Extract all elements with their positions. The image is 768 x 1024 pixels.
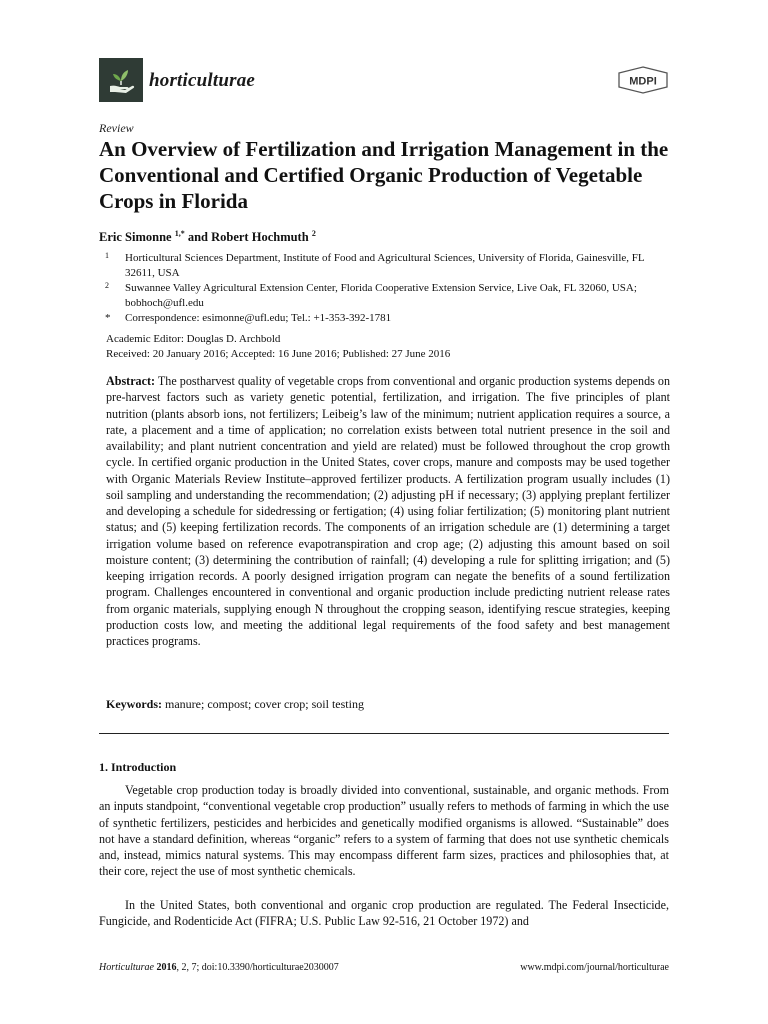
author-name: Eric Simonne — [99, 230, 172, 245]
mdpi-logo — [617, 66, 669, 94]
affiliation-marker: 1 — [105, 251, 109, 260]
journal-url-link[interactable]: www.mdpi.com/journal/horticulturae — [520, 962, 669, 973]
page-header — [99, 58, 669, 102]
citation-year: 2016 — [156, 962, 177, 973]
abstract-label: Abstract: — [106, 374, 156, 388]
author-affiliation-marker: 1,* — [174, 229, 185, 238]
article-type-label: Review — [99, 121, 134, 135]
abstract-text: The postharvest quality of vegetable crops from conventional and organic production systems depends on pre-harvest factors such as variety genetic potential, fertilization, and irrigation. The five principles of plant nutrition (plants absorb ions, not fertilizers; Leibeig’s law of the minimum; nutrient application requires a source, a rate, a placement and a time of application; no correlation exists between total nutrient presence in the soil and availability; and plant nutrient concentration and yield are related) must be followed throughout the crop growth cycle. In certified organic production in the United States, cover crops, manure and composts may be used together with Organic Materials Review Institute–approved fertilizer products. A fertilization program usually includes (1) soil sampling and understanding the recommendation; (2) adjusting pH if necessary; (3) applying preplant fertilizer and developing a schedule for sidedressing or fertigation; (4) using foliar fertilization; (5) monitoring plant nutrient status; and (5) keeping fertilization records. The components of an irrigation schedule are (1) determining a target irrigation volume based on reference evapotranspiration and crop age; (2) adjusting this amount based on soil moisture content; (3) determining the contribution of rainfall; (4) developing a rule for splitting irrigation; and (5) keeping irrigation records. A poorly designed irrigation program can negate the benefits of a sound fertilization program. Challenges encountered in conventional and organic production include predicting nutrient release rates from organic materials, supplying enough N throughout the cropping season, identifying rescue strategies, keeping production costs low, and meeting the additional legal requirements of the food safety and best management practices programs. — [106, 374, 670, 648]
affiliation-item — [99, 251, 669, 281]
author-affiliation-marker: 2 — [311, 229, 316, 238]
abstract — [106, 373, 670, 649]
citation-journal: Horticulturae — [99, 962, 154, 973]
citation — [99, 962, 339, 973]
section-divider — [99, 733, 669, 734]
keywords-text: manure; compost; cover crop; soil testing — [165, 697, 364, 711]
correspondence-item — [99, 311, 669, 326]
author-list — [99, 229, 316, 245]
citation-details: , 2, 7; doi:10.3390/horticulturae2030007 — [176, 962, 339, 973]
article-title: An Overview of Fertilization and Irrigation Management in the Conventional and Certified Organic Production of Vegetable Crops in Florida — [99, 137, 669, 213]
plant-hand-icon — [105, 64, 137, 96]
affiliation-text: Horticultural Sciences Department, Institute of Food and Agricultural Sciences, University of Florida, Gainesville, FL 32611, USA — [125, 252, 645, 279]
journal-name: horticulturae — [149, 70, 256, 91]
author-name: Robert Hochmuth — [211, 230, 309, 245]
mdpi-logo-text: MDPI — [629, 75, 657, 88]
affiliation-marker: 2 — [105, 281, 109, 290]
correspondence-marker: * — [105, 312, 111, 324]
body-paragraph: Vegetable crop production today is broadly divided into conventional, sustainable, and organic methods. From an inputs standpoint, “conventional vegetable crop production” usually refers to methods of farming in which the use of synthetic fertilizers, pesticides and herbicides and genetically modified organisms is allowed. “Sustainable” does not have a standard definition, whereas “organic” refers to a system of farming that does not use synthetic chemicals and, instead, mimics natural systems. This may encompass different farm sizes, practices and philosophies that, at their core, reject the use of most synthetic chemicals. — [99, 783, 669, 879]
academic-editor: Academic Editor: Douglas D. Archbold — [106, 333, 281, 345]
publication-dates: Received: 20 January 2016; Accepted: 16 June 2016; Published: 27 June 2016 — [106, 348, 451, 360]
affiliation-text: Suwannee Valley Agricultural Extension Center, Florida Cooperative Extension Service, Live Oak, FL 32060, USA; bobhoch@ufl.edu — [125, 282, 637, 309]
keywords — [106, 697, 364, 712]
section-heading: 1. Introduction — [99, 760, 177, 774]
body-paragraph: In the United States, both conventional and organic crop production are regulated. The Federal Insecticide, Fungicide, and Rodenticide Act (FIFRA; U.S. Public Law 92-516, 21 October 1972) and — [99, 898, 669, 929]
correspondence-text: Correspondence: esimonne@ufl.edu; Tel.: +1-353-392-1781 — [125, 312, 392, 324]
author-joiner: and — [184, 230, 212, 245]
affiliation-item — [99, 281, 669, 311]
journal-logo — [99, 58, 143, 102]
keywords-label: Keywords: — [106, 697, 162, 711]
